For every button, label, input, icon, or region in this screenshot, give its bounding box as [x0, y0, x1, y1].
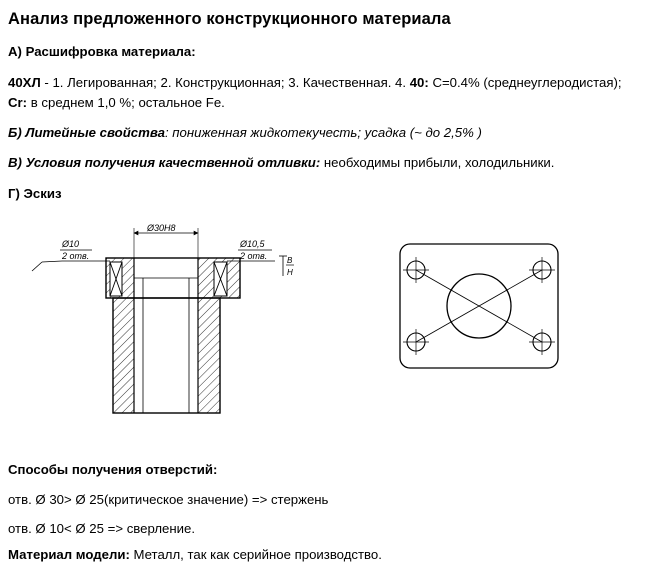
- page-title: Анализ предложенного конструкционного материала: [8, 10, 451, 28]
- decode-text-3: в среднем 1,0 %; остальное Fe.: [27, 95, 225, 110]
- section-v-heading: В) Условия получения качественной отливки:: [8, 155, 321, 170]
- decode-chromium-label: Cr:: [8, 95, 28, 110]
- count-left-label: 2 отв.: [62, 251, 90, 261]
- holes-line-1: отв. Ø 30> Ø 25(критическое значение) => стержень: [8, 492, 329, 507]
- material-code: 40ХЛ: [8, 75, 41, 90]
- model-text: Металл, так как серийное производство.: [129, 547, 382, 562]
- decode-text-2: С=0.4% (среднеуглеродистая);: [428, 75, 622, 90]
- model-line: [8, 547, 382, 562]
- mark-bottom: Н: [287, 268, 293, 277]
- holes-heading: Способы получения отверстий:: [8, 462, 218, 477]
- decode-text-1: - 1. Легированная; 2. Конструкционная; 3. Качественная. 4.: [40, 75, 410, 90]
- top-view: [400, 244, 558, 368]
- section-v-text: необходимы прибыли, холодильники.: [320, 155, 555, 170]
- dia-right-label: Ø10,5: [240, 239, 265, 249]
- section-b-heading: Б) Литейные свойства: [8, 125, 165, 140]
- dia-center-label: Ø30Н8: [147, 223, 176, 233]
- decode-carbon-label: 40:: [409, 75, 429, 90]
- section-a-heading: А) Расшифровка материала:: [8, 44, 196, 59]
- holes-line-2: отв. Ø 10< Ø 25 => сверление.: [8, 521, 196, 536]
- mark-top: В: [287, 256, 293, 265]
- section-b-text: : пониженная жидкотекучесть; усадка (~ до 2,5% ): [164, 125, 482, 140]
- section-g-heading: Г) Эскиз: [8, 186, 62, 201]
- dia-left-label: Ø10: [62, 239, 80, 249]
- model-label: Материал модели:: [8, 547, 130, 562]
- count-right-label: 2 отв.: [240, 251, 268, 261]
